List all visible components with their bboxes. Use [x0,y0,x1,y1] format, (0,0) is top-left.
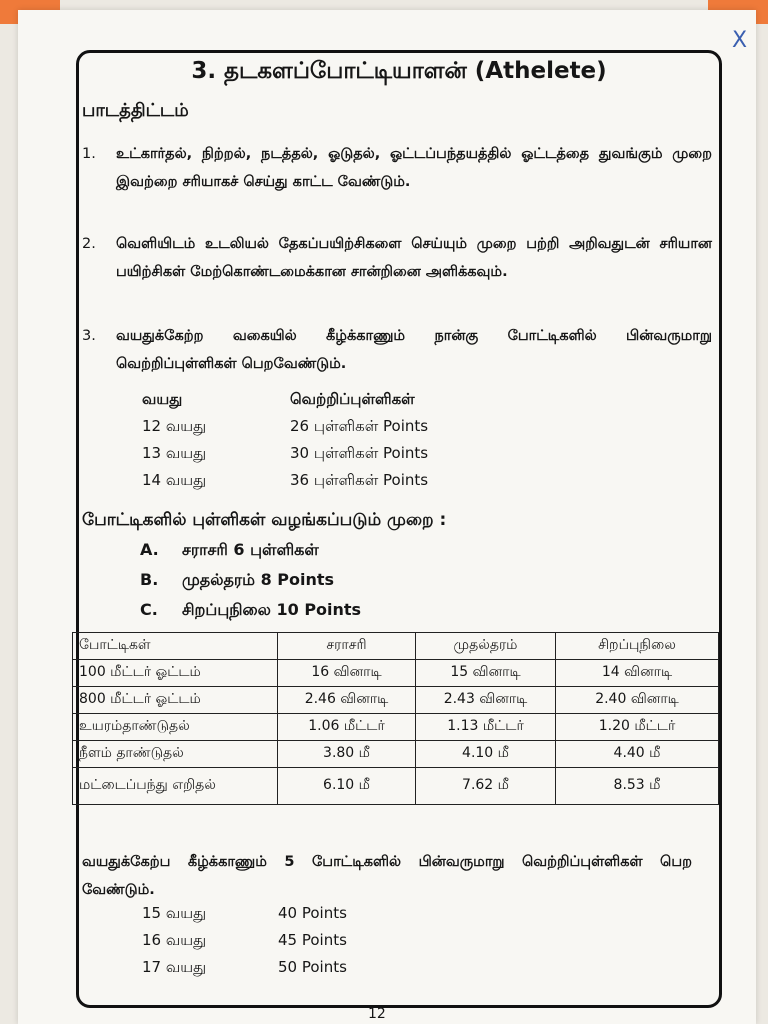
list-item-number: 2. [82,236,96,252]
points-cell: 50 Points [278,958,347,976]
points-cell: 36 புள்ளிகள் Points [290,471,429,489]
method-heading: போட்டிகளில் புள்ளிகள் வழங்கப்படும் முறை : [82,510,447,530]
table-cell: 4.10 மீ [416,741,556,768]
age-cell: 14 வயது [142,471,207,489]
points-paragraph: வயதுக்கேற்ப கீழ்க்காணும் 5 போட்டிகளில் பின்வருமாறு வெற்றிப்புள்ளிகள் பெற வேண்டும். [82,854,692,898]
event-name-cell: 800 மீட்டர் ஓட்டம் [73,687,278,714]
senior-row [142,931,347,951]
points-cell: 40 Points [278,904,347,922]
table-cell: 1.13 மீட்டர் [416,714,556,741]
syllabus-heading: பாடத்திட்டம் [82,100,189,121]
points-cell: 45 Points [278,931,347,949]
table-cell: 16 வினாடி [278,660,416,687]
senior-row [142,904,347,924]
option-text: சராசரி 6 புள்ளிகள் [182,540,319,559]
list-item-text: வயதுக்கேற்ற வகையில் கீழ்க்காணும் நான்கு போட்டிகளில் பின்வருமாறு வெற்றிப்புள்ளிகள் பெறவேண்டும். [116,328,712,372]
option-a [140,540,319,561]
table-cell: 15 வினாடி [416,660,556,687]
table-cell: 14 வினாடி [556,660,719,687]
list-item-number: 1. [82,146,96,162]
table-cell: 8.53 மீ [556,768,719,805]
age-cell: 12 வயது [142,417,207,435]
points-cell: 26 புள்ளிகள் Points [290,417,429,435]
list-item-text: உட்கார்தல், நிற்றல், நடத்தல், ஓடுதல், ஓட்டப்பந்தயத்தில் ஓட்டத்தை துவங்கும் முறை இவற்றை சரியாகச் செய்து காட்ட வேண்டும். [116,146,712,190]
event-name-cell: 100 மீட்டர் ஓட்டம் [73,660,278,687]
table-header-row [73,633,719,660]
event-name-cell: மட்டைப்பந்து எறிதல் [73,768,278,805]
table-cell: 1.20 மீட்டர் [556,714,719,741]
header-cell: முதல்தரம் [416,633,556,660]
table-cell: 1.06 மீட்டர் [278,714,416,741]
age-cell: 16 வயது [142,931,207,949]
table-cell: 2.43 வினாடி [416,687,556,714]
age-table-header [142,390,415,410]
header-cell: சிறப்புநிலை [556,633,719,660]
senior-row [142,958,347,978]
option-text: சிறப்புநிலை 10 Points [182,600,362,619]
table-row [73,741,719,768]
option-letter: C. [140,600,158,619]
table-cell: 2.46 வினாடி [278,687,416,714]
age-table-row [142,444,428,464]
table-row [73,660,719,687]
pen-mark: X [732,28,748,53]
table-cell: 7.62 மீ [416,768,556,805]
table-cell: 3.80 மீ [278,741,416,768]
list-item-1 [82,140,712,196]
option-text: முதல்தரம் 8 Points [182,570,335,589]
list-item-3 [82,322,712,378]
age-column-header: வயது [142,390,183,408]
table-row [73,714,719,741]
event-name-cell: நீளம் தாண்டுதல் [73,741,278,768]
table-row [73,687,719,714]
header-cell: சராசரி [278,633,416,660]
table-row [73,768,719,805]
table-cell: 6.10 மீ [278,768,416,805]
option-c [140,600,361,621]
age-table-row [142,471,428,491]
list-item-2 [82,230,712,286]
age-cell: 17 வயது [142,958,207,976]
points-cell: 30 புள்ளிகள் Points [290,444,429,462]
option-b [140,570,334,591]
option-letter: A. [140,540,159,559]
table-cell: 4.40 மீ [556,741,719,768]
header-cell: போட்டிகள் [73,633,278,660]
events-table [72,632,719,805]
list-item-number: 3. [82,328,96,344]
table-cell: 2.40 வினாடி [556,687,719,714]
age-cell: 13 வயது [142,444,207,462]
option-letter: B. [140,570,159,589]
event-name-cell: உயரம்தாண்டுதல் [73,714,278,741]
age-cell: 15 வயது [142,904,207,922]
list-item-text: வெளியிடம் உடலியல் தேகப்பயிற்சிகளை செய்யும் முறை பற்றி அறிவதுடன் சரியான பயிற்சிகள் மேற்கொண்டமைக்கான சான்றினை அளிக்கவும். [116,236,712,280]
points-column-header: வெற்றிப்புள்ளிகள் [290,390,415,408]
page-title: 3. தடகளப்போட்டியாளன் (Athelete) [191,58,607,84]
page-number: 12 [368,1006,386,1022]
age-table-row [142,417,428,437]
